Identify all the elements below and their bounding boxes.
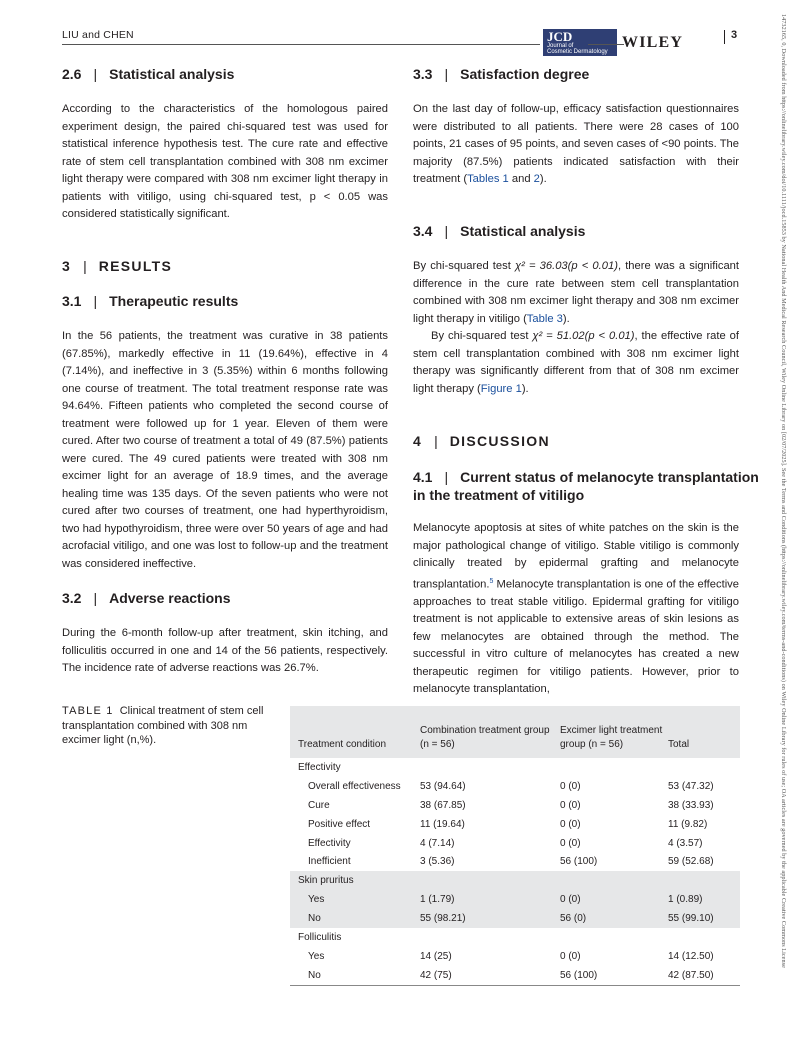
header-rule-right: [588, 44, 624, 45]
table-cell: 1 (1.79): [420, 890, 560, 909]
table-cell: 0 (0): [560, 837, 581, 849]
table-cell: 4 (3.57): [668, 837, 703, 849]
table-cell: 56 (100): [560, 856, 598, 868]
table-cell: Skin pruritus: [290, 871, 420, 890]
table-cell: 55 (99.10): [668, 909, 740, 928]
para-satisfaction: On the last day of follow-up, efficacy satisfaction questionnaires were distributed to all patients. There were 28 cases of 100 points, 21 cases of 95 points, and seven cases of <90 points. The majority (87.5%) patients indicated satisfaction with their treatment (Tables 1 and 2).: [413, 103, 739, 185]
table-cell: [668, 871, 740, 890]
table-cell: 59 (52.68): [668, 856, 714, 868]
table-cell: [420, 928, 560, 947]
table-1-caption: [62, 704, 277, 748]
table-cell: Effectivity: [308, 837, 351, 849]
table-cell: [420, 758, 560, 777]
link-figure-1[interactable]: Figure 1: [480, 382, 522, 395]
table-cell: 56 (100): [560, 966, 668, 985]
table-row: [290, 852, 740, 871]
publisher-logo: WILEY: [622, 34, 684, 51]
table-row: [290, 928, 740, 947]
table-row: [290, 871, 740, 890]
heading-3-1: 3.1 | Therapeutic results: [62, 293, 239, 309]
table-cell: Yes: [308, 950, 325, 962]
table-1-label: TABLE 1: [62, 705, 114, 717]
th-excimer: Excimer light treatment group (n = 56): [560, 706, 668, 758]
table-cell: 14 (12.50): [668, 950, 714, 962]
table-cell: 53 (94.64): [420, 780, 466, 792]
page-number: 3: [731, 29, 738, 41]
table-cell: Folliculitis: [298, 931, 342, 943]
heading-results: 3 | RESULTS: [62, 258, 173, 274]
journal-abbr: JCD: [547, 29, 573, 44]
th-combination: Combination treatment group (n = 56): [420, 706, 560, 758]
table-cell: 0 (0): [560, 799, 581, 811]
heading-3-3: 3.3 | Satisfaction degree: [413, 66, 590, 82]
table-cell: 4 (7.14): [420, 837, 455, 849]
download-notice: 14732165, 0, Downloaded from https://onlinelibrary.wiley.com/doi/10.1111/jocd.15853 by National Health And Medical Research Council, Wiley Online Library on [02/07/2025]. See the Terms and Conditions (https://onlinelibrary.wiley.com/terms-and-conditions) on Wiley Online Library for rules of use; OA articles are governed by the applicable Creative Commons License: [780, 14, 787, 968]
heading-discussion: 4 | DISCUSSION: [413, 433, 550, 449]
th-total: Total: [668, 706, 740, 758]
table-row: [290, 947, 740, 966]
table-cell: [668, 758, 740, 777]
table-cell: 11 (19.64): [420, 818, 465, 830]
heading-3-2: 3.2 | Adverse reactions: [62, 590, 231, 606]
table-cell: 55 (98.21): [420, 909, 560, 928]
table-cell: 0 (0): [560, 818, 581, 830]
table-cell: [420, 871, 560, 890]
table-cell: 11 (9.82): [668, 818, 708, 830]
table-row: [290, 890, 740, 909]
table-cell: 53 (47.32): [668, 780, 714, 792]
table-1: [290, 706, 740, 986]
table-cell: 42 (75): [420, 966, 560, 985]
table-cell: Yes: [290, 890, 420, 909]
table-row: [290, 834, 740, 853]
table-cell: 38 (33.93): [668, 799, 714, 811]
heading-3-4: 3.4 | Statistical analysis: [413, 223, 586, 239]
para-statistical-analysis-2: By chi-squared test χ² = 51.02(p < 0.01), the effective rate of stem cell transplantation combined with 308 nm excimer light therapy was significantly different from that of 308 nm excimer light therapy (Figure 1).: [413, 330, 739, 395]
table-cell: [560, 871, 668, 890]
table-header-row: [290, 706, 740, 758]
table-cell: 0 (0): [560, 780, 581, 792]
running-head-author: LIU and CHEN: [62, 29, 134, 41]
table-cell: [560, 758, 668, 777]
link-table-2[interactable]: 2: [533, 173, 540, 185]
table-row: [290, 966, 740, 985]
para-melanocyte: Melanocyte apoptosis at sites of white patches on the skin is the major pathological change of vitiligo. Stable vitiligo is commonly clinically treated by epidermal grafting and melanocyte transplantation.$^5$ Melanocyte transplantation is one of the effective approaches to treat stable vitiligo. Epidermal grafting for vitiligo treatment is not applicable to extensive areas of skin lesions as few melanocytes are obtained through the method. The successful in vitro culture of melanocytes has created a new therapeutic regimen for vitiligo patients. However, prior to melanocyte transplantation,: [413, 522, 739, 696]
link-table-3[interactable]: Table 3: [526, 312, 563, 325]
para-statistical-analysis: According to the characteristics of the homologous paired experiment design, the paired chi-squared test was used for statistical inference hypothesis test. The cure rate and effective rate of stem cell transplantation combined with 308 nm excimer light therapy were compared with 308 nm excimer light therapy in patients with vitiligo, using chi-squared test, p < 0.05 was considered statistically significant.: [62, 103, 388, 220]
table-cell: 0 (0): [560, 890, 668, 909]
table-cell: 38 (67.85): [420, 799, 466, 811]
table-row: [290, 815, 740, 834]
table-cell: No: [290, 909, 420, 928]
heading-4-1-line2: in the treatment of vitiligo: [413, 487, 585, 503]
table-row: [290, 796, 740, 815]
table-row: [290, 909, 740, 928]
table-cell: 42 (87.50): [668, 966, 740, 985]
para-statistical-analysis-1: By chi-squared test χ² = 36.03(p < 0.01), there was a significant difference in the cure rate between stem cell transplantation combined with 308 nm excimer light therapy and 308 nm excimer light therapy in vitiligo (Table 3).: [413, 260, 740, 325]
journal-logo: [543, 29, 617, 56]
ref-5[interactable]: 5: [489, 577, 494, 585]
para-therapeutic-results: In the 56 patients, the treatment was curative in 38 patients (67.85%), markedly effective in 11 (19.64%), effective in 4 (7.14%), and ineffective in 3 (5.35%) within 6 months following one course of treatment. The total treatment response rate was 94.64%. Fifteen patients who completed the second course of treatment were followed up for 1 year. Eleven of them were cured. After two course of treatment a total of 49 (87.5%) patients were cured. The 49 cured patients were treated with 308 nm excimer light for an average of 18.9 times, and the average healing time was 135 days. Of the seven patients who were not cured after two courses of treatment, one had hyperthyroidism, two had hypothyroidism, three were over 50 years of age and had acrofacial vitiligo, and one was lost to follow-up and the treatment was considered ineffective.: [62, 330, 388, 570]
table-cell: 56 (0): [560, 909, 668, 928]
table-1-caption-text: Clinical treatment of stem cell transplantation combined with 308 nm excimer light (n,%).: [62, 705, 264, 746]
table-cell: Positive effect: [308, 818, 371, 830]
heading-2-6: 2.6 | Statistical analysis: [62, 66, 235, 82]
journal-name-line2: Cosmetic Dermatology: [547, 49, 608, 55]
heading-4-1: 4.1 | Current status of melanocyte transplantation in the treatment of vitiligo: [413, 469, 759, 503]
table-cell: Cure: [308, 799, 330, 811]
th-condition: Treatment condition: [290, 706, 420, 758]
download-sidebar: [777, 14, 789, 1034]
header-rule: [62, 44, 540, 45]
table-cell: 1 (0.89): [668, 890, 740, 909]
table-cell: [560, 928, 668, 947]
page-number-separator: [724, 30, 725, 44]
table-cell: Effectivity: [298, 761, 341, 773]
table-cell: 14 (25): [420, 950, 452, 962]
link-tables-1[interactable]: Tables 1: [467, 173, 509, 185]
table-cell: Inefficient: [308, 856, 351, 868]
table-cell: No: [290, 966, 420, 985]
table-cell: Overall effectiveness: [308, 780, 401, 792]
table-cell: [668, 928, 740, 947]
table-row: [290, 777, 740, 796]
journal-name-line1: Journal of: [547, 43, 574, 49]
table-cell: 3 (5.36): [420, 856, 455, 868]
table-row: [290, 758, 740, 777]
para-adverse-reactions: During the 6-month follow-up after treatment, skin itching, and folliculitis occurred in one and 14 of the 56 patients, respectively. The incidence rate of adverse reactions was 26.7%.: [62, 627, 388, 674]
table-cell: 0 (0): [560, 950, 581, 962]
